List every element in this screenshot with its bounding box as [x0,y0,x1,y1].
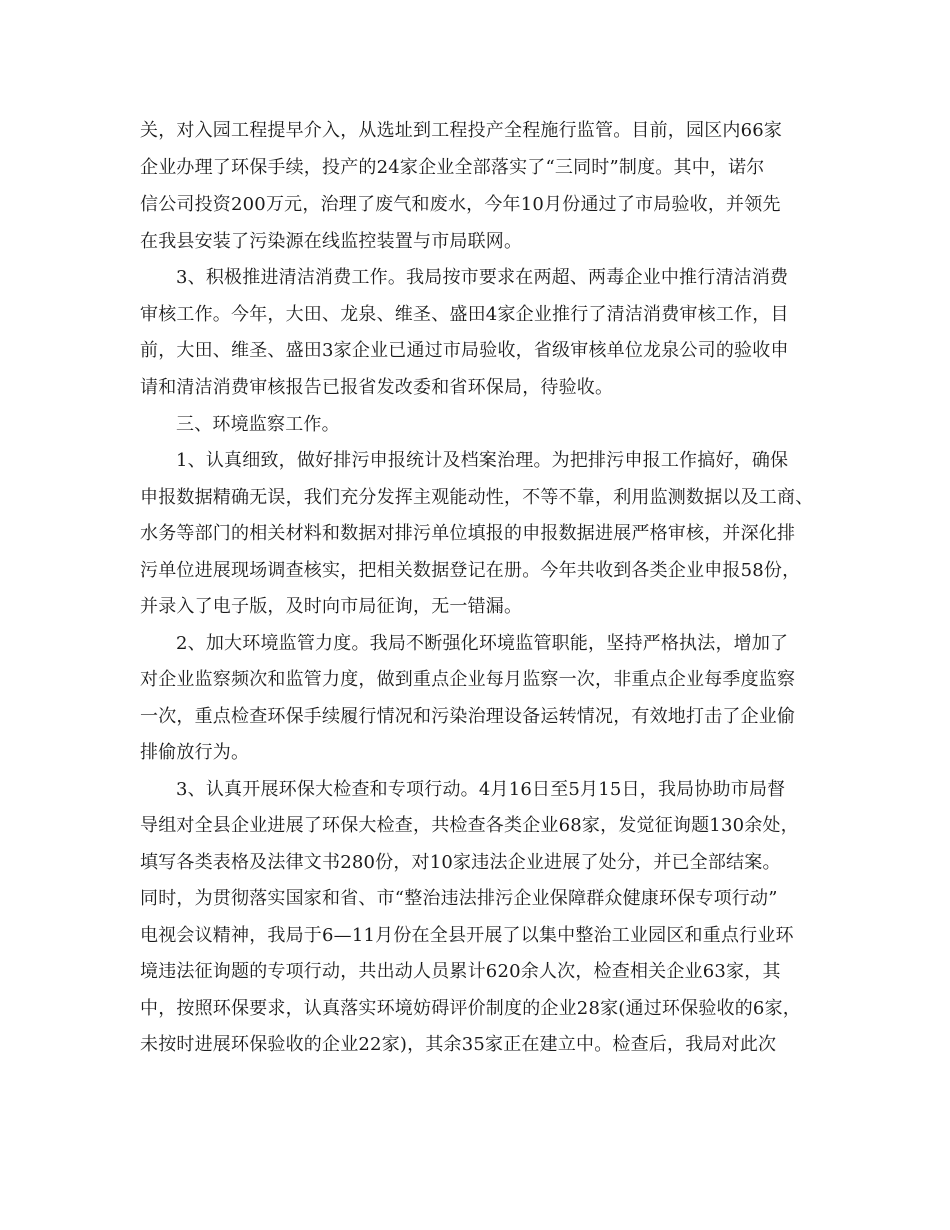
text-line: 在我县安装了污染源在线监控装置与市局联网。 [140,231,523,252]
section-heading: 三、环境监察工作。 [176,414,340,435]
text-line: 1、认真细致，做好排污申报统计及档案治理。为把排污申报工作搞好，确保 [176,450,789,471]
text-line: 一次，重点检查环保手续履行情况和污染治理设备运转情况，有效地打击了企业偷 [140,706,796,727]
text-line: 关，对入园工程提早介入，从选址到工程投产全程施行监管。目前，园区内66家 [140,120,783,141]
text-line: 对企业监察频次和监管力度，做到重点企业每月监察一次，非重点企业每季度监察 [140,669,796,690]
text-line: 审核工作。今年，大田、龙泉、维圣、盛田4家企业推行了清洁消费审核工作，目 [140,304,789,325]
text-line: 2、加大环境监管力度。我局不断强化环境监管职能，坚持严格执法，增加了 [176,633,789,654]
text-line: 境违法征询题的专项行动，共出动人员累计620余人次，检查相关企业63家，其 [140,961,781,982]
text-line: 并录入了电子版，及时向市局征询，无一错漏。 [140,596,523,617]
text-line: 导组对全县企业进展了环保大检查，共检查各类企业68家，发觉征询题130余处， [140,815,799,836]
text-line: 3、积极推进清洁消费工作。我局按市要求在两超、两毒企业中推行清洁消费 [176,267,789,288]
text-line: 申报数据精确无误，我们充分发挥主观能动性，不等不靠，利用监测数据以及工商、 [140,487,814,508]
text-line: 未按时进展环保验收的企业22家)，其余35家正在建立中。检查后，我局对此次 [140,1034,777,1055]
text-line: 中，按照环保要求，认真落实环境妨碍评价制度的企业28家(通过环保验收的6家， [140,998,801,1019]
text-line: 水务等部门的相关材料和数据对排污单位填报的申报数据进展严格审核，并深化排 [140,523,796,544]
text-line: 污单位进展现场调查核实，把相关数据登记在册。今年共收到各类企业申报58份， [140,560,801,581]
text-line: 电视会议精神，我局于6—11月份在全县开展了以集中整治工业园区和重点行业环 [140,925,794,946]
text-line: 信公司投资200万元，治理了废气和废水，今年10月份通过了市局验收，并领先 [140,194,781,215]
text-line: 企业办理了环保手续，投产的24家企业全部落实了“三同时”制度。其中，诺尔 [140,157,765,178]
text-line: 请和清洁消费审核报告已报省发改委和省环保局，待验收。 [140,377,614,398]
text-line: 同时，为贯彻落实国家和省、市“整治违法排污企业保障群众健康环保专项行动” [140,888,778,909]
text-line: 前，大田、维圣、盛田3家企业已通过市局验收，省级审核单位龙泉公司的验收申 [140,340,789,361]
text-line: 排偷放行为。 [140,742,250,763]
text-line: 3、认真开展环保大检查和专项行动。4月16日至5月15日，我局协助市局督 [176,779,786,800]
text-line: 填写各类表格及法律文书280份，对10家违法企业进展了处分，并已全部结案。 [140,852,781,873]
